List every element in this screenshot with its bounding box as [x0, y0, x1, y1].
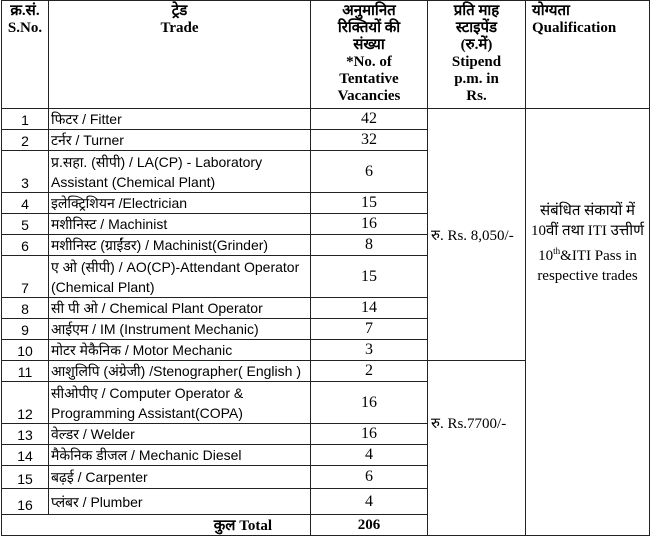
total-value: 206 — [311, 515, 428, 536]
header-qual-en: Qualification — [532, 20, 617, 36]
trade-cell: मशीनिस्ट (ग्राईंडर) / Machinist(Grinder) — [49, 235, 311, 256]
trade-cell: प्लंबर / Plumber — [49, 489, 311, 515]
sno-cell: 9 — [2, 319, 49, 340]
trade-cell: आशुलिपि (अंग्रेजी) /Stenographer( English ) — [49, 361, 311, 382]
header-sno-hi: क्र.सं. — [10, 3, 40, 19]
vacancies-cell: 4 — [311, 445, 428, 466]
vacancies-cell: 15 — [311, 256, 428, 298]
sno-cell: 10 — [2, 340, 49, 361]
trade-cell: बढ़ई / Carpenter — [49, 466, 311, 489]
sno-cell: 16 — [2, 489, 49, 515]
vacancies-cell: 3 — [311, 340, 428, 361]
sno-cell: 15 — [2, 466, 49, 489]
vacancies-cell: 6 — [311, 466, 428, 489]
qualification-rest: &ITI Pass in respective trades — [537, 248, 638, 284]
header-sno-en: S.No. — [7, 20, 43, 36]
trade-cell: प्र.सहा. (सीपी) / LA(CP) - Laboratory Assistant (Chemical Plant) — [49, 151, 311, 193]
header-row — [2, 1, 650, 109]
sno-cell: 6 — [2, 235, 49, 256]
sno-cell: 14 — [2, 445, 49, 466]
trade-cell: इलेक्ट्रिशियन /Electrician — [49, 193, 311, 214]
vacancies-cell: 32 — [311, 130, 428, 151]
total-label: कुल Total — [2, 515, 311, 536]
trade-cell: मैकेनिक डीजल / Mechanic Diesel — [49, 445, 311, 466]
vacancies-cell: 15 — [311, 193, 428, 214]
sno-cell: 12 — [2, 382, 49, 424]
sno-cell: 3 — [2, 151, 49, 193]
qualification-num: 10 — [538, 248, 554, 264]
qualification-sup: th — [553, 246, 561, 256]
vacancies-cell: 7 — [311, 319, 428, 340]
sno-cell: 13 — [2, 424, 49, 445]
qualification-cell — [526, 109, 650, 536]
header-trade — [49, 1, 311, 109]
vacancies-cell: 42 — [311, 109, 428, 130]
vacancies-cell: 16 — [311, 214, 428, 235]
vacancies-cell: 6 — [311, 151, 428, 193]
stipend-cell-group1: रु. Rs. 8,050/- — [428, 109, 526, 361]
trade-cell: सीओपीए / Computer Operator & Programming Assistant(COPA) — [49, 382, 311, 424]
trade-cell: ए ओ (सीपी) / AO(CP)-Attendant Operator (Chemical Plant) — [49, 256, 311, 298]
sno-cell: 4 — [2, 193, 49, 214]
trade-cell: फिटर / Fitter — [49, 109, 311, 130]
sno-cell: 1 — [2, 109, 49, 130]
trade-cell: टर्नर / Turner — [49, 130, 311, 151]
qualification-hi: संबंधित संकायों में 10वीं तथा ITI उत्तीर्ण — [531, 203, 644, 239]
trade-cell: वेल्डर / Welder — [49, 424, 311, 445]
sno-cell: 11 — [2, 361, 49, 382]
sno-cell: 8 — [2, 298, 49, 319]
header-trade-hi: ट्रेड — [171, 3, 188, 19]
vacancies-cell: 16 — [311, 382, 428, 424]
table-row — [2, 109, 650, 130]
vacancies-cell: 16 — [311, 424, 428, 445]
vacancies-cell: 14 — [311, 298, 428, 319]
sno-cell: 2 — [2, 130, 49, 151]
header-stipend-en: Stipend p.m. in Rs. — [451, 54, 502, 104]
trade-cell: आईएम / IM (Instrument Mechanic) — [49, 319, 311, 340]
header-stipend-hi: प्रति माह स्टाइपेंड (रु.में) — [453, 3, 500, 53]
vacancies-cell: 2 — [311, 361, 428, 382]
trade-cell: मोटर मेकैनिक / Motor Mechanic — [49, 340, 311, 361]
header-qual-hi: योग्यता — [532, 3, 570, 19]
apprentice-vacancy-table — [1, 0, 650, 536]
sno-cell: 5 — [2, 214, 49, 235]
header-trade-en: Trade — [160, 20, 199, 36]
header-qualification — [526, 1, 650, 109]
header-vacancies — [311, 1, 428, 109]
header-stipend — [428, 1, 526, 109]
trade-cell: मशीनिस्ट / Machinist — [49, 214, 311, 235]
qualification-en — [526, 241, 649, 286]
trade-cell: सी पी ओ / Chemical Plant Operator — [49, 298, 311, 319]
vacancies-cell: 4 — [311, 489, 428, 515]
sno-cell: 7 — [2, 256, 49, 298]
stipend-cell-group2: रु. Rs.7700/- — [428, 361, 526, 536]
vacancies-cell: 8 — [311, 235, 428, 256]
header-vac-hi: अनुमानित रिक्तियों की संख्या — [337, 3, 401, 53]
header-vac-en: *No. of Tentative Vacancies — [337, 54, 401, 104]
header-sno — [2, 1, 49, 109]
